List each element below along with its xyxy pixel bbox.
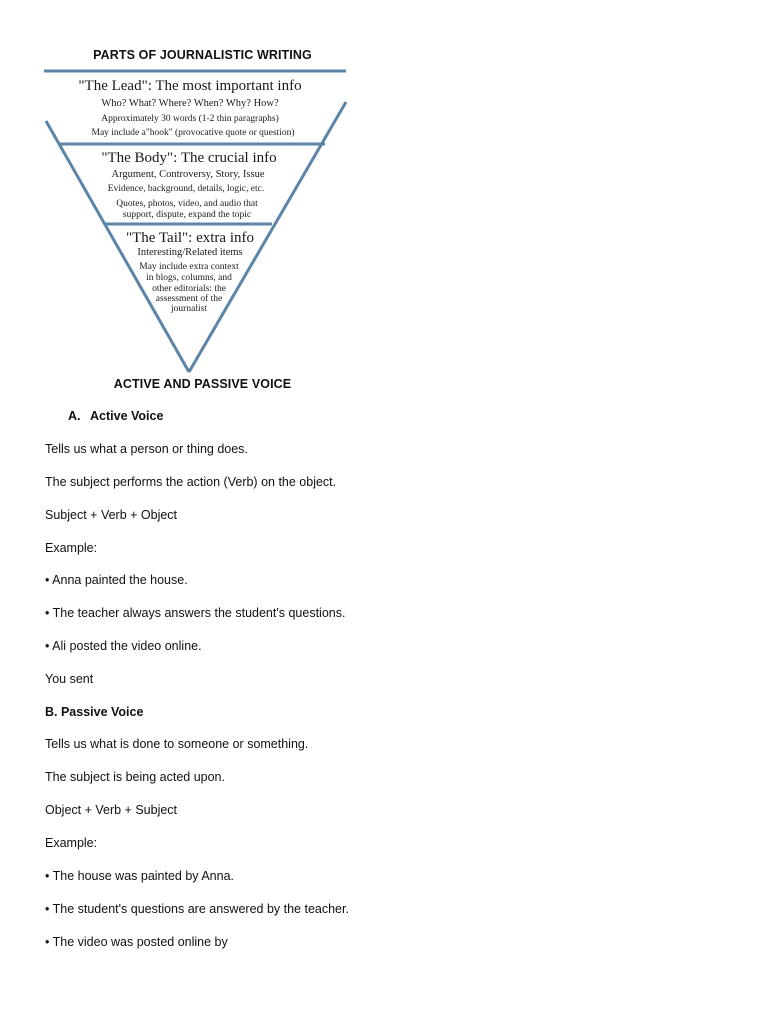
body-line: Quotes, photos, video, and audio that (116, 199, 258, 209)
list-number: A. (68, 409, 81, 423)
body-line: support, dispute, expand the topic (122, 210, 252, 220)
example-item: • The video was posted online by (45, 935, 228, 949)
tail-line: May include extra context (139, 262, 239, 272)
lead-line: May include a"hook" (provocative quote or question) (91, 128, 295, 138)
passive-definition: Tells us what is done to someone or something. (45, 737, 309, 751)
tail-line: other editorials: the (152, 284, 226, 294)
example-item: • Ali posted the video online. (45, 639, 202, 653)
lead-line: Approximately 30 words (1-2 thin paragraphs) (101, 114, 279, 124)
tail-line: assessment of the (155, 294, 223, 304)
passive-formula: Object + Verb + Subject (45, 803, 178, 817)
body-line: Evidence, background, details, logic, etc. (107, 184, 265, 194)
document-title: PARTS OF JOURNALISTIC WRITING (93, 48, 312, 62)
tail-line: journalist (171, 304, 207, 314)
lead-heading: "The Lead": The most important info (78, 78, 302, 94)
example-label: Example: (45, 541, 98, 555)
example-item: • Anna painted the house. (45, 573, 188, 587)
tail-line: Interesting/Related items (137, 247, 243, 258)
lead-line: Who? What? Where? When? Why? How? (101, 98, 279, 109)
active-definition: Tells us what a person or thing does. (45, 442, 248, 456)
example-item: • The student's questions are answered by the teacher. (45, 902, 349, 916)
active-description: The subject performs the action (Verb) on the object. (45, 475, 337, 489)
extra-line: You sent (45, 672, 94, 686)
tail-heading: "The Tail": extra info (126, 230, 254, 246)
section-title: ACTIVE AND PASSIVE VOICE (113, 377, 292, 391)
passive-description: The subject is being acted upon. (45, 770, 225, 784)
example-item: • The house was painted by Anna. (45, 869, 235, 883)
tail-line: in blogs, columns, and (146, 273, 232, 283)
example-item: • The teacher always answers the student's questions. (45, 606, 346, 620)
example-label: Example: (45, 836, 98, 850)
passive-voice-heading: B. Passive Voice (45, 705, 144, 719)
heading-text: Active Voice (90, 409, 164, 423)
active-formula: Subject + Verb + Object (45, 508, 178, 522)
active-voice-heading (68, 409, 163, 423)
body-line: Argument, Controversy, Story, Issue (111, 169, 265, 180)
inverted-pyramid-diagram (40, 66, 350, 378)
body-heading: "The Body": The crucial info (101, 150, 277, 166)
